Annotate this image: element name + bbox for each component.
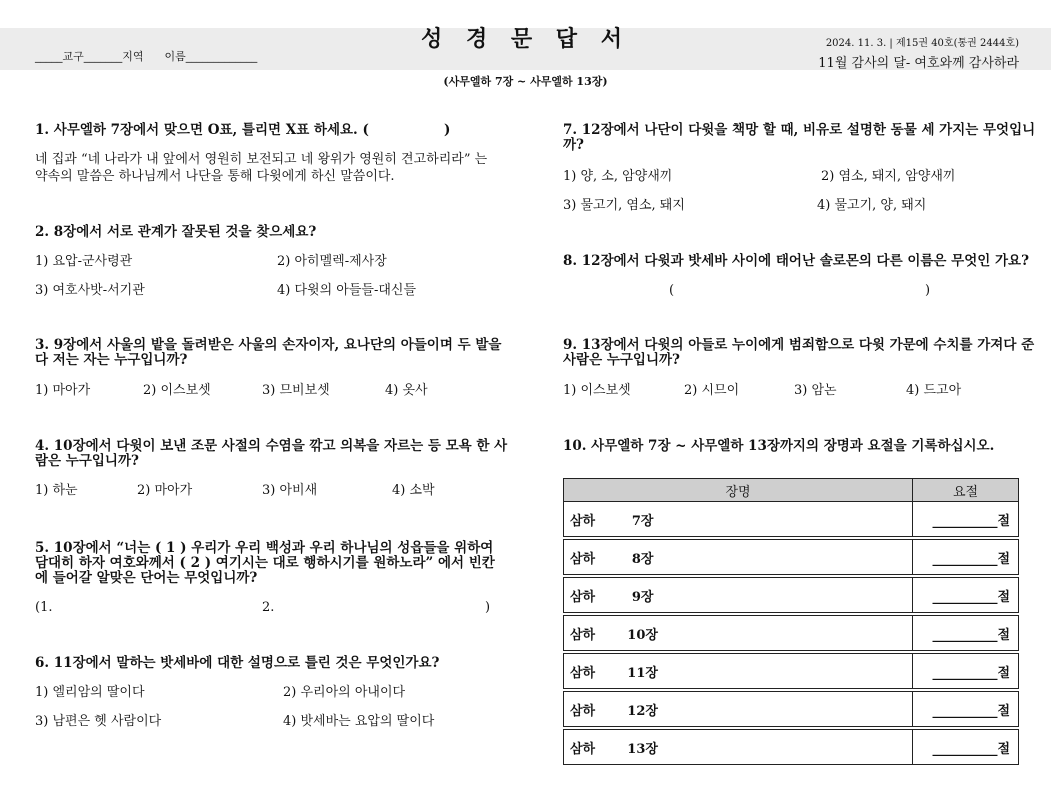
q9-option-2: 2) 시므이 xyxy=(684,383,740,398)
book-label: 삼하 xyxy=(570,589,596,605)
chapter-label: 7장 xyxy=(631,513,654,529)
q2-option-2: 2) 아히멜렉-제사장 xyxy=(277,254,387,269)
verse-blank-7[interactable]: __________절 xyxy=(913,502,1019,537)
question-6: 6. 11장에서 말하는 밧세바에 대한 설명으로 틀린 것은 무엇인가요? xyxy=(35,655,440,671)
scripture-range: (사무엘하 7장 ~ 사무엘하 13장) xyxy=(443,75,608,88)
page-title: 성 경 문 답 서 xyxy=(421,26,630,52)
table-row xyxy=(564,692,1019,727)
question-9-line2: 사람은 누구입니까? xyxy=(563,352,680,368)
q2-option-3: 3) 여호사밧-서기관 xyxy=(35,283,145,298)
chapter-name-cell-7[interactable] xyxy=(564,502,913,537)
issue-date: 2024. 11. 3. | 제15권 40호(통권 2444호) xyxy=(825,38,1019,49)
q7-option-2: 2) 염소, 돼지, 암양새끼 xyxy=(821,169,956,184)
question-1: 1. 사무엘하 7장에서 맞으면 O표, 틀리면 X표 하세요. ( ) xyxy=(35,122,451,138)
q9-option-4: 4) 드고아 xyxy=(906,383,962,398)
question-7-line1: 7. 12장에서 나단이 다윗을 책망 할 때, 비유로 설명한 동물 세 가지는 무엇입니 xyxy=(563,122,1036,138)
q1-text-line2: 약속의 말씀은 하나님께서 나단을 통해 다윗에게 하신 말씀이다. xyxy=(35,169,395,184)
col-header-chapter: 장명 xyxy=(564,479,913,502)
q8-close-paren: ) xyxy=(925,283,931,298)
q7-option-3: 3) 물고기, 염소, 돼지 xyxy=(563,198,685,213)
book-label: 삼하 xyxy=(570,627,596,643)
chapter-name-cell-8[interactable] xyxy=(564,540,913,575)
chapter-name-cell-12[interactable] xyxy=(564,692,913,727)
question-7-line2: 까? xyxy=(563,137,584,153)
chapter-label: 8장 xyxy=(631,551,654,567)
verse-blank-10[interactable]: __________절 xyxy=(913,616,1019,651)
q9-option-1: 1) 이스보셋 xyxy=(563,383,631,398)
q5-blank-2[interactable]: 2. xyxy=(262,600,275,615)
table-row xyxy=(564,578,1019,613)
chapter-name-cell-11[interactable] xyxy=(564,654,913,689)
q8-open-paren: ( xyxy=(669,283,675,298)
question-9-line1: 9. 13장에서 다윗의 아들로 누이에게 범죄함으로 다윗 가문에 수치를 가져다 준 xyxy=(563,337,1035,353)
q5-blank-1[interactable]: (1. xyxy=(35,600,53,615)
question-3-line2: 다 저는 자는 누구입니까? xyxy=(35,352,188,368)
q7-option-1: 1) 양, 소, 암양새끼 xyxy=(563,169,673,184)
book-label: 삼하 xyxy=(570,551,596,567)
q4-option-3: 3) 아비새 xyxy=(262,483,318,498)
verse-blank-9[interactable]: __________절 xyxy=(913,578,1019,613)
table-row xyxy=(564,730,1019,765)
q3-option-1: 1) 마아가 xyxy=(35,383,91,398)
q4-option-2: 2) 마아가 xyxy=(137,483,193,498)
question-10: 10. 사무엘하 7장 ~ 사무엘하 13장까지의 장명과 요절을 기록하십시오. xyxy=(563,438,995,454)
q2-option-4: 4) 다윗의 아들들-대신들 xyxy=(277,283,417,298)
q3-option-2: 2) 이스보셋 xyxy=(143,383,211,398)
question-2: 2. 8장에서 서로 관계가 잘못된 것을 찾으세요? xyxy=(35,224,317,240)
region-name-line: _____교구_______지역 이름_____________ xyxy=(35,50,258,63)
chapter-label: 13장 xyxy=(627,741,658,757)
book-label: 삼하 xyxy=(570,665,596,681)
chapter-name-cell-13[interactable] xyxy=(564,730,913,765)
q3-option-3: 3) 므비보셋 xyxy=(262,383,330,398)
q6-option-2: 2) 우리아의 아내이다 xyxy=(283,685,406,700)
q7-option-4: 4) 물고기, 양, 돼지 xyxy=(817,198,927,213)
chapter-name-cell-9[interactable] xyxy=(564,578,913,613)
q6-option-1: 1) 엘리암의 딸이다 xyxy=(35,685,145,700)
chapter-label: 10장 xyxy=(627,627,658,643)
q5-close-paren: ) xyxy=(485,600,491,615)
q2-option-1: 1) 요압-군사령관 xyxy=(35,254,133,269)
verse-blank-11[interactable]: __________절 xyxy=(913,654,1019,689)
q6-option-3: 3) 남편은 헷 사람이다 xyxy=(35,714,162,729)
question-5-line1: 5. 10장에서 “너는 ( 1 ) 우리가 우리 백성과 우리 하나님의 성읍들을 위하여 xyxy=(35,540,494,556)
q9-option-3: 3) 암논 xyxy=(794,383,837,398)
table-row xyxy=(564,502,1019,537)
question-4-line2: 람은 누구입니까? xyxy=(35,453,139,469)
book-label: 삼하 xyxy=(570,703,596,719)
question-5-line2: 담대히 하자 여호와께서 ( 2 ) 여기시는 대로 행하시기를 원하노라” 에서 빈칸 xyxy=(35,555,495,571)
chapter-name-cell-10[interactable] xyxy=(564,616,913,651)
book-label: 삼하 xyxy=(570,513,596,529)
question-8: 8. 12장에서 다윗과 밧세바 사이에 태어난 솔로몬의 다른 이름은 무엇인 가요? xyxy=(563,253,1029,269)
col-header-verse: 요절 xyxy=(913,479,1019,502)
verse-blank-13[interactable]: __________절 xyxy=(913,730,1019,765)
chapter-verse-table xyxy=(563,478,1019,765)
chapter-label: 11장 xyxy=(627,665,658,681)
table-row xyxy=(564,654,1019,689)
q6-option-4: 4) 밧세바는 요압의 딸이다 xyxy=(283,714,435,729)
verse-blank-8[interactable]: __________절 xyxy=(913,540,1019,575)
question-3-line1: 3. 9장에서 사울의 밭을 돌려받은 사울의 손자이자, 요나단의 아들이며 두 발을 xyxy=(35,337,502,353)
q1-text-line1: 네 집과 “네 나라가 내 앞에서 영원히 보전되고 네 왕위가 영원히 견고하리라” 는 xyxy=(35,152,488,167)
question-5-line3: 에 들어갈 알맞은 단어는 무엇입니까? xyxy=(35,570,258,586)
q4-option-1: 1) 하눈 xyxy=(35,483,78,498)
book-label: 삼하 xyxy=(570,741,596,757)
verse-blank-12[interactable]: __________절 xyxy=(913,692,1019,727)
month-theme: 11월 감사의 달- 여호와께 감사하라 xyxy=(818,56,1019,71)
table-row xyxy=(564,540,1019,575)
question-4-line1: 4. 10장에서 다윗이 보낸 조문 사절의 수염을 깎고 의복을 자르는 등 모욕 한 사 xyxy=(35,438,508,454)
chapter-label: 9장 xyxy=(631,589,654,605)
q3-option-4: 4) 옷사 xyxy=(385,383,428,398)
q4-option-4: 4) 소박 xyxy=(392,483,435,498)
table-row xyxy=(564,616,1019,651)
chapter-label: 12장 xyxy=(627,703,658,719)
